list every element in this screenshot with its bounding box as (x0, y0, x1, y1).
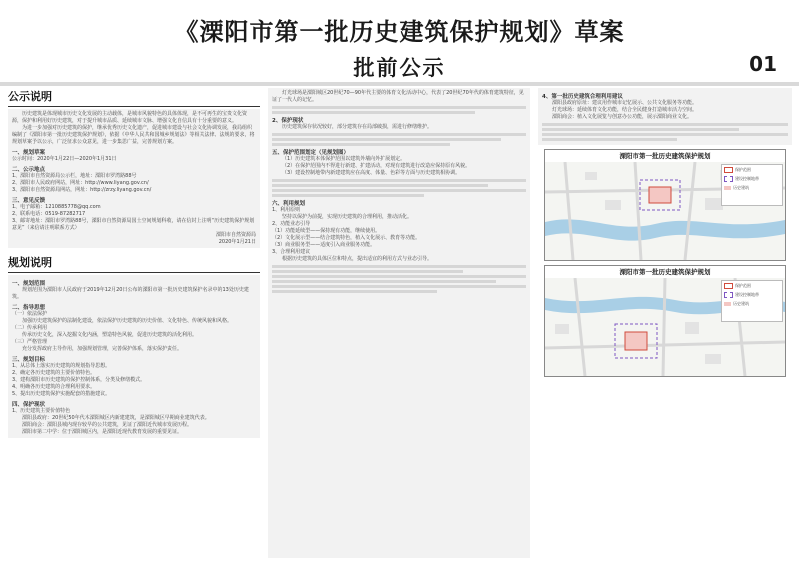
plan-text: 5、提出历史建筑保护实施配套的措施建议。 (12, 391, 111, 397)
text-line (272, 285, 526, 288)
legend-item (722, 165, 782, 174)
plan-subheading: 一、规划范围 (12, 281, 46, 287)
middle-text: 根据历史建筑的具体区位和特点，提出适宜的利用方式与业态引导。 (282, 256, 433, 262)
legend-label: 历史建筑 (733, 184, 749, 190)
plan-map-lower (544, 265, 786, 377)
notice-item: 3、邮寄地址：溧阳市罗湾路88号，溧阳市自然资源局国土空间规划科收，请在信封上注明“历史建筑保护规划意见”（来信请注明联系方式） (12, 218, 255, 231)
middle-column (268, 88, 530, 558)
text-line (272, 270, 463, 273)
notice-item: 3、溧阳市自然资源局网站，网址：http://zrzy.liyang.gov.cn/ (12, 187, 152, 193)
right-text: 溧阳县政府原址：建议用作城市记忆展示、公共文化服务等功能。 (552, 100, 698, 106)
text-line (272, 275, 526, 278)
right-column (538, 88, 792, 558)
notice-org: 溧阳市自然资源局 (215, 232, 256, 238)
plan-text: 4、明确各历史建筑的合理利用要求。 (12, 384, 96, 390)
plan-heading: 规划说明 (8, 254, 260, 273)
page-number: 01 (749, 52, 777, 76)
plan-subheading: 三、规划目标 (12, 357, 46, 363)
middle-subheading: 2、保护现状 (272, 118, 304, 124)
plan-text: 1、历史建筑主要价值特色 (12, 408, 71, 414)
middle-subheading: 五、保护范围划定（见规划图） (272, 150, 350, 156)
middle-text: （2）在保护范围内不得进行新建、扩建活动，对现有建筑进行改造应保持原有风貌。 (282, 163, 471, 169)
text-line (272, 179, 526, 182)
plan-panel (8, 275, 260, 438)
right-text: 灯光球场：延续体育文化功能，结合全民健身打造城市活力空间。 (552, 107, 698, 113)
middle-text: 1、利用原则 (272, 207, 301, 213)
legend-label: 建设控制地带 (735, 291, 759, 297)
legend-item (722, 183, 782, 192)
legend-item (722, 174, 782, 183)
middle-text: 灯光球场是溧阳城区20世纪70—90年代主要的体育文化活动中心，代表了20世纪70年代的体育建筑特征，见证了一代人的记忆。 (272, 90, 524, 103)
text-line (272, 111, 475, 114)
notice-subheading: 三、意见反馈 (12, 198, 46, 204)
middle-panel (268, 88, 530, 558)
block (555, 324, 569, 334)
middle-text: 2、功能业态引导 (272, 221, 311, 227)
legend-swatch (724, 176, 733, 182)
right-text: 溧阳商会：植入文化展览与创意办公功能，展示溧阳商业文化。 (552, 114, 693, 120)
plan-text: （三）严格管理 (12, 339, 48, 345)
plan-text: 溧阳县政府：20世纪50年代木溧阳城区内新建建筑，是溧阳城区早期商业建筑代表。 (22, 415, 210, 421)
plan-text: 溧阳商会：溧阳县城内现存较早的公共建筑，见证了溧阳近代城市发展历程。 (22, 422, 193, 428)
legend-swatch (724, 302, 731, 306)
plan-text: 规划范围为溧阳市人民政府于2019年12月20日公布的溧阳市第一批历史建筑保护名录中的13处历史建筑。 (12, 287, 249, 300)
map-title: 溧阳市第一批历史建筑保护规划 (545, 150, 785, 162)
text-line (272, 133, 526, 136)
legend-label: 建设控制地带 (735, 175, 759, 181)
text-line (272, 106, 526, 109)
right-panel (538, 88, 792, 145)
text-line (272, 189, 526, 192)
legend-swatch (724, 186, 731, 190)
notice-item: 2、溧阳市人民政府网站，网址：http://www.liyang.gov.cn/ (12, 180, 149, 186)
legend-item (722, 290, 782, 299)
text-line (272, 143, 450, 146)
plan-text: 加强历史建筑保护的法制化建设，依法保护历史建筑的历史价值、文化特色、传统风貌和风格。 (22, 318, 233, 324)
notice-item: 1、溧阳市自然资源局公示栏，地址：溧阳市罗湾路88号 (12, 173, 137, 179)
text-line (272, 265, 526, 268)
legend-label: 保护范围 (735, 166, 751, 172)
plan-text: 充分发挥政府主导作用，加强规划管理，完善保护体系，落实保护责任。 (22, 346, 183, 352)
middle-text: 3、合理利用建议 (272, 249, 311, 255)
plan-text: （二）传承利用 (12, 325, 48, 331)
middle-text: 坚持以保护为前提，实现历史建筑的合理利用，推动活化。 (282, 214, 413, 220)
plan-subheading: 二、指导思想 (12, 305, 46, 311)
middle-text: （1）功能延续型——保持现有功能，继续使用。 (272, 228, 381, 234)
legend-label: 历史建筑 (733, 300, 749, 306)
text-line (272, 194, 424, 197)
text-line (272, 290, 437, 293)
legend-swatch (724, 292, 733, 298)
notice-paragraph: 历史建筑是体现城市历史文化发展的主动载体，是城市风貌特色的具体体现，是不可再生的宝贵文化资源，保护和利用好历史建筑，对于提升城市品质、延续城市文脉、增强文化自信具有十分重要的意义。 (12, 111, 248, 124)
left-column (8, 88, 260, 558)
text-line (272, 138, 501, 141)
map-legend (721, 164, 783, 206)
text-line (542, 138, 677, 141)
plan-subheading: 四、保护现状 (12, 402, 46, 408)
notice-item: 公示时间：2020年1月22日—2020年1月31日 (12, 156, 117, 162)
notice-date: 2020年1月21日 (218, 239, 256, 245)
middle-text: （1）历史建筑本体保护范围以建筑外墙向外扩展划定。 (282, 156, 406, 162)
notice-paragraph: 为进一步加强对历史建筑的保护，继承优秀历史文化遗产，促进城市建设与社会文化协调发展，我局组织编制了《溧阳市第一批历史建筑保护规划》，依据《中华人民共和国城乡规划法》等相关法律、法规的要求，将规划草案予以公示，广泛征求公众意见，进一步集思广益，完善规划方案。 (12, 125, 255, 145)
notice-panel (8, 109, 260, 248)
notice-subheading: 二、公示地点 (12, 167, 46, 173)
legend-swatch (724, 283, 733, 289)
middle-subheading: 六、利用规划 (272, 201, 306, 207)
right-subheading: 4、第一批历史建筑合理利用建议 (542, 94, 623, 100)
notice-item: 2、联系电话：0519-87282717 (12, 211, 86, 217)
text-line (542, 128, 739, 131)
plan-text: 3、建构溧阳市历史建筑的保护控制体系，分类及修缮模式。 (12, 377, 146, 383)
legend-item (722, 281, 782, 290)
map-legend (721, 280, 783, 322)
block (585, 172, 597, 180)
legend-swatch (724, 167, 733, 173)
notice-subheading: 一、规划草案 (12, 150, 46, 156)
page-title: 《溧阳市第一批历史建筑保护规划》草案 (174, 18, 625, 46)
header-divider (0, 82, 799, 86)
plan-text: （一）依法保护 (12, 311, 48, 317)
page-subtitle: 批前公示 (353, 56, 446, 80)
block (685, 322, 699, 334)
text-line (272, 184, 488, 187)
protected-building (625, 332, 647, 350)
plan-map-upper (544, 149, 786, 261)
middle-text: （2）文化展示型——结合建筑特色，植入文化展示、教育等功能。 (272, 235, 421, 241)
plan-text: 1、从总体上落实历史建筑的规划指导思想。 (12, 363, 111, 369)
plan-text: 传承历史文化，深入挖掘文化内涵，塑造特色风貌，促进历史建筑的活化利用。 (22, 332, 198, 338)
text-line (542, 123, 788, 126)
map-title: 溧阳市第一批历史建筑保护规划 (545, 266, 785, 278)
protected-building (649, 187, 671, 203)
notice-heading: 公示说明 (8, 88, 260, 107)
middle-text: （3）商业服务型——适度引入商业服务功能。 (272, 242, 376, 248)
middle-text: （3）建设控制地带内新建建筑应在高度、体量、色彩等方面与历史建筑相协调。 (282, 170, 461, 176)
text-line (542, 133, 788, 136)
plan-text: 溧阳市第二中学：位于溧阳城区内，是溧阳近现代教育发展的重要见证。 (22, 429, 183, 435)
legend-item (722, 299, 782, 308)
text-line (272, 280, 496, 283)
notice-item: 1、电子邮箱：1210885778@qq.com (12, 204, 101, 210)
plan-text: 2、确定各历史建筑的主要价值特色。 (12, 370, 96, 376)
legend-label: 保护范围 (735, 282, 751, 288)
middle-text: 历史建筑保存状况较好，部分建筑存在局部破损，需进行修缮维护。 (282, 124, 433, 130)
block (705, 354, 721, 364)
block (605, 200, 621, 210)
